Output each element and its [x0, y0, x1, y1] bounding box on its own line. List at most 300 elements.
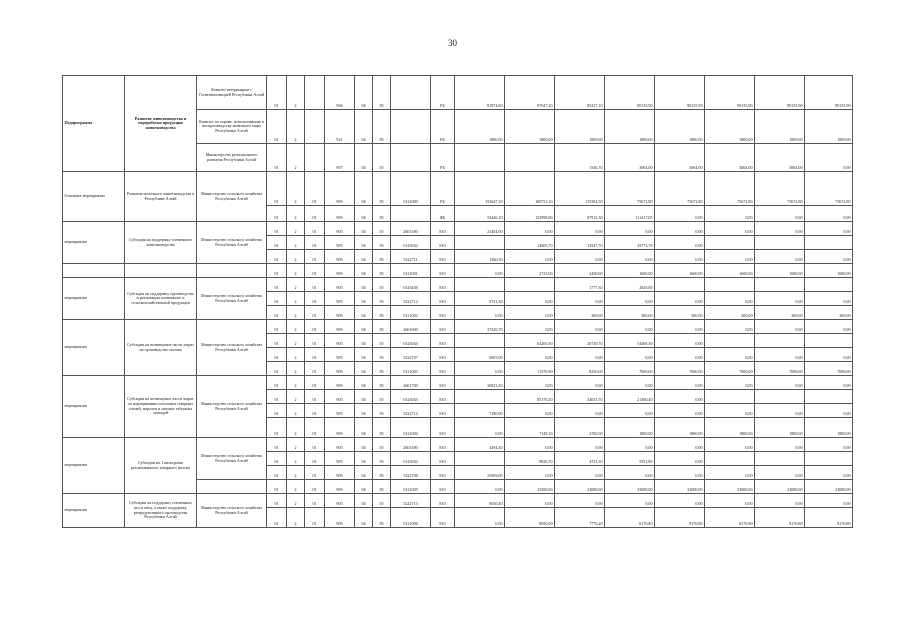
amount-cell: 1800,00 — [605, 110, 655, 144]
code-cell: 05 — [373, 144, 391, 172]
amount-cell — [705, 390, 755, 404]
amount-cell: 37226,70 — [455, 320, 505, 334]
amount-cell: 1800,00 — [505, 110, 555, 144]
amount-cell: 0,00 — [805, 438, 853, 452]
amount-cell: 0,00 — [705, 494, 755, 508]
amount-cell: 1800,00 — [705, 110, 755, 144]
amount-cell: 0,00 — [655, 236, 705, 250]
code-cell: 0121005 — [391, 480, 431, 494]
amount-cell — [805, 278, 853, 292]
code-cell: 05 — [373, 418, 391, 438]
amount-cell: 75672,80 — [755, 172, 805, 206]
amount-cell: 0,00 — [805, 404, 853, 418]
amount-cell: 2725,00 — [505, 264, 555, 278]
amount-cell: 90135,90 — [805, 76, 853, 110]
code-cell: 01 — [267, 362, 287, 376]
expense-type-cell: 810 — [431, 362, 455, 376]
code-cell: 05 — [373, 306, 391, 320]
code-cell: 04 — [355, 390, 373, 404]
expense-type-cell: 810 — [431, 494, 455, 508]
amount-cell: 0,00 — [705, 292, 755, 306]
amount-cell: 0,00 — [505, 320, 555, 334]
code-cell: 2 — [287, 362, 305, 376]
amount-cell: 33000,00 — [805, 480, 853, 494]
amount-cell: 0,00 — [755, 222, 805, 236]
code-cell: 01 — [305, 348, 325, 362]
amount-cell: 0,00 — [555, 320, 605, 334]
amount-cell: 87912,30 — [555, 206, 605, 222]
table-row — [63, 172, 853, 206]
code-cell: 01 — [267, 76, 287, 110]
amount-cell: 0,00 — [705, 348, 755, 362]
table-row — [63, 376, 853, 390]
amount-cell: 5551,80 — [605, 452, 655, 466]
row-type-cell: Подпрограмма — [63, 76, 125, 172]
amount-cell: 75672,80 — [705, 172, 755, 206]
amount-cell: 30923,30 — [455, 376, 505, 390]
row-type-cell: Основное мероприятие — [63, 172, 125, 222]
program-name-cell: Развитие животноводства и переработки продукции животноводства — [125, 76, 197, 172]
amount-cell: 33000,00 — [605, 480, 655, 494]
code-cell: 2 — [287, 390, 305, 404]
code-cell: 2 — [287, 172, 305, 206]
amount-cell: 1800,00 — [705, 418, 755, 438]
table-row — [63, 438, 853, 452]
amount-cell: 1600,00 — [755, 264, 805, 278]
code-cell: 04 — [355, 494, 373, 508]
code-cell: 2 — [287, 206, 305, 222]
code-cell: 05 — [373, 494, 391, 508]
code-cell: 05 — [373, 348, 391, 362]
code-cell: 2 — [287, 222, 305, 236]
code-cell: 01 — [305, 390, 325, 404]
code-cell: 01 — [267, 292, 287, 306]
code-cell: 04 — [355, 480, 373, 494]
code-cell: 05 — [373, 508, 391, 528]
code-cell: 2 — [287, 334, 305, 348]
amount-cell: 25500,00 — [505, 480, 555, 494]
amount-cell: 0,00 — [605, 376, 655, 390]
code-cell: 04 — [355, 334, 373, 348]
amount-cell: 85170,20 — [505, 390, 555, 404]
amount-cell: 75672,80 — [805, 172, 853, 206]
amount-cell: 25909,00 — [455, 466, 505, 480]
expense-type-cell: 810 — [431, 250, 455, 264]
amount-cell: 300,00 — [555, 306, 605, 320]
code-cell: 04 — [355, 376, 373, 390]
code-cell: 01 — [305, 236, 325, 250]
executor-cell: Министерство сельского хозяйства Республики Алтай — [197, 320, 267, 376]
code-cell: 905 — [325, 278, 355, 292]
code-cell: 2 — [287, 348, 305, 362]
code-cell: 01 — [267, 278, 287, 292]
code-cell: 905 — [325, 480, 355, 494]
code-cell: 0121004 — [391, 418, 431, 438]
amount-cell: 0,00 — [805, 222, 853, 236]
amount-cell: 9741,30 — [455, 292, 505, 306]
amount-cell: 20749,70 — [555, 334, 605, 348]
code-cell: 2 — [287, 404, 305, 418]
code-cell: 01 — [305, 264, 325, 278]
amount-cell: 8170,80 — [655, 508, 705, 528]
amount-cell: 8950,00 — [505, 508, 555, 528]
code-cell: 2 — [287, 376, 305, 390]
amount-cell: 1800,00 — [655, 418, 705, 438]
code-cell: 2 — [287, 320, 305, 334]
amount-cell: 0,00 — [455, 480, 505, 494]
amount-cell: 0,00 — [705, 222, 755, 236]
amount-cell: 53446,10 — [455, 206, 505, 222]
amount-cell: 3064,00 — [755, 144, 805, 172]
amount-cell — [755, 236, 805, 250]
amount-cell: 0,00 — [655, 438, 705, 452]
code-cell: 0125044 — [391, 334, 431, 348]
amount-cell: 1800,00 — [605, 418, 655, 438]
amount-cell: 8250,00 — [555, 362, 605, 376]
code-cell: 905 — [325, 508, 355, 528]
executor-cell: Комитет по охране, использованию и воспроизводству животного мира Республики Алтай — [197, 110, 267, 144]
code-cell: 04 — [355, 236, 373, 250]
code-cell: 04 — [355, 348, 373, 362]
amount-cell: 0,00 — [605, 250, 655, 264]
program-name-cell: Субсидии на 1 килограмм реализованного товарного молока — [125, 438, 197, 494]
code-cell: 05 — [373, 264, 391, 278]
amount-cell: 0,00 — [755, 376, 805, 390]
amount-cell: 29773,70 — [605, 236, 655, 250]
amount-cell: 0,00 — [605, 404, 655, 418]
code-cell: 01 — [267, 508, 287, 528]
amount-cell: 54466,30 — [605, 334, 655, 348]
expense-type-cell: РБ — [431, 76, 455, 110]
expense-type-cell: 810 — [431, 278, 455, 292]
amount-cell: 75672,80 — [605, 172, 655, 206]
amount-cell — [455, 144, 505, 172]
code-cell: 01 — [267, 206, 287, 222]
amount-cell — [705, 452, 755, 466]
amount-cell: 0,00 — [655, 250, 705, 264]
code-cell: 01 — [305, 466, 325, 480]
code-cell: 905 — [325, 222, 355, 236]
amount-cell: 125998,00 — [505, 206, 555, 222]
amount-cell: 0,00 — [605, 466, 655, 480]
code-cell: 905 — [325, 362, 355, 376]
expense-type-cell: РБ — [431, 110, 455, 144]
code-cell: 01 — [267, 466, 287, 480]
code-cell: 01 — [305, 292, 325, 306]
expense-type-cell: 810 — [431, 452, 455, 466]
amount-cell: 0,00 — [755, 206, 805, 222]
expense-type-cell: 810 — [431, 306, 455, 320]
code-cell: 0125042 — [391, 236, 431, 250]
executor-cell: Министерство сельского хозяйства Республики Алтай — [197, 376, 267, 438]
amount-cell: 0,00 — [655, 376, 705, 390]
code-cell: 905 — [325, 376, 355, 390]
row-type-cell — [63, 264, 125, 278]
code-cell: 01 — [305, 362, 325, 376]
amount-cell: 0,00 — [555, 438, 605, 452]
amount-cell — [705, 278, 755, 292]
code-cell: 01 — [267, 494, 287, 508]
amount-cell: 33000,00 — [555, 480, 605, 494]
code-cell: 05 — [373, 362, 391, 376]
code-cell: 905 — [325, 264, 355, 278]
code-cell — [305, 76, 325, 110]
amount-cell: 0,00 — [455, 418, 505, 438]
amount-cell: 0,00 — [605, 320, 655, 334]
amount-cell: 0,00 — [755, 438, 805, 452]
amount-cell: 7149,10 — [505, 418, 555, 438]
code-cell: 905 — [325, 438, 355, 452]
amount-cell: 1600,00 — [805, 264, 853, 278]
amount-cell: 21404,00 — [455, 222, 505, 236]
amount-cell: 2820,80 — [605, 278, 655, 292]
expense-type-cell: 810 — [431, 222, 455, 236]
table-row — [63, 222, 853, 236]
program-name-cell: Субсидии на возмещение части затрат на производство молока — [125, 320, 197, 376]
amount-cell — [805, 452, 853, 466]
amount-cell: 1800,00 — [455, 110, 505, 144]
amount-cell: 4731,30 — [555, 452, 605, 466]
code-cell: 01 — [267, 144, 287, 172]
amount-cell: 0,00 — [505, 222, 555, 236]
code-cell: 04 — [355, 172, 373, 206]
program-name-cell: Субсидия на поддержку племенного животноводства — [125, 222, 197, 264]
code-cell: 01 — [305, 418, 325, 438]
code-cell: 04 — [355, 292, 373, 306]
code-cell: 0121002 — [391, 306, 431, 320]
code-cell: 05 — [373, 466, 391, 480]
amount-cell: 1800,00 — [555, 110, 605, 144]
code-cell: 905 — [325, 334, 355, 348]
code-cell: 2601400 — [391, 438, 431, 452]
code-cell: 01 — [267, 390, 287, 404]
code-cell: 05 — [373, 222, 391, 236]
amount-cell: 3064,00 — [605, 144, 655, 172]
amount-cell: 6905,00 — [455, 348, 505, 362]
code-cell: 04 — [355, 278, 373, 292]
code-cell — [391, 206, 431, 222]
amount-cell: 0,00 — [805, 206, 853, 222]
amount-cell — [455, 390, 505, 404]
code-cell: 905 — [325, 466, 355, 480]
amount-cell: 4494,40 — [455, 438, 505, 452]
code-cell: 01 — [267, 418, 287, 438]
amount-cell: 1600,00 — [605, 264, 655, 278]
amount-cell — [755, 334, 805, 348]
amount-cell: 0,00 — [455, 306, 505, 320]
amount-cell: 90135,90 — [755, 76, 805, 110]
row-type-cell: мероприятие — [63, 438, 125, 494]
code-cell: 01 — [305, 480, 325, 494]
executor-cell: Министерство сельского хозяйства Республики Алтай — [197, 278, 267, 320]
code-cell: 907 — [325, 144, 355, 172]
code-cell: 01 — [305, 508, 325, 528]
amount-cell: 75672,80 — [655, 172, 705, 206]
amount-cell — [755, 390, 805, 404]
code-cell: 05 — [373, 438, 391, 452]
expense-type-cell: ФБ — [431, 206, 455, 222]
code-cell: 01 — [305, 278, 325, 292]
amount-cell: 0,00 — [505, 376, 555, 390]
amount-cell: 0,00 — [505, 466, 555, 480]
executor-cell — [197, 264, 267, 278]
amount-cell: 6170,80 — [605, 508, 655, 528]
budget-table — [62, 75, 853, 528]
expense-type-cell: 810 — [431, 404, 455, 418]
amount-cell: 0,00 — [505, 494, 555, 508]
amount-cell: 0,00 — [705, 206, 755, 222]
amount-cell: 34031,70 — [555, 390, 605, 404]
code-cell: 2 — [287, 452, 305, 466]
code-cell: 2 — [287, 278, 305, 292]
expense-type-cell: 810 — [431, 390, 455, 404]
code-cell: 2 — [287, 466, 305, 480]
amount-cell: 0,00 — [605, 494, 655, 508]
amount-cell: 0,00 — [705, 376, 755, 390]
expense-type-cell: 810 — [431, 320, 455, 334]
code-cell: 2 — [287, 480, 305, 494]
amount-cell: 0,00 — [555, 250, 605, 264]
amount-cell: 33000,00 — [755, 480, 805, 494]
amount-cell: 8836,70 — [505, 452, 555, 466]
code-cell: 2 — [287, 508, 305, 528]
amount-cell: 0,00 — [755, 466, 805, 480]
code-cell: 905 — [325, 320, 355, 334]
program-name-cell: Субсидия на поддержку производства и реализации племенного и сельскохозяйственной продукции — [125, 278, 197, 320]
amount-cell: 0,00 — [805, 144, 853, 172]
code-cell: 05 — [373, 480, 391, 494]
amount-cell: 7000,00 — [755, 362, 805, 376]
amount-cell: 0,00 — [805, 376, 853, 390]
code-cell: 04 — [355, 264, 373, 278]
code-cell: 04 — [355, 452, 373, 466]
amount-cell: 0,00 — [505, 438, 555, 452]
amount-cell: 300,00 — [705, 306, 755, 320]
amount-cell: 0,00 — [705, 250, 755, 264]
amount-cell — [805, 236, 853, 250]
code-cell: 04 — [355, 320, 373, 334]
expense-type-cell: 810 — [431, 418, 455, 438]
code-cell — [305, 110, 325, 144]
amount-cell: 0,00 — [455, 264, 505, 278]
code-cell: 01 — [267, 110, 287, 144]
expense-type-cell: РБ — [431, 144, 455, 172]
code-cell: 04 — [355, 466, 373, 480]
code-cell: 921 — [325, 110, 355, 144]
amount-cell: 0,00 — [805, 320, 853, 334]
code-cell: 905 — [325, 172, 355, 206]
table-row — [63, 278, 853, 292]
code-cell: 2 — [287, 494, 305, 508]
amount-cell: 21360,40 — [605, 390, 655, 404]
amount-cell: 11570,90 — [505, 362, 555, 376]
amount-cell: 100751,10 — [505, 172, 555, 206]
amount-cell: 7000,00 — [805, 362, 853, 376]
code-cell: 04 — [355, 250, 373, 264]
code-cell: 01 — [305, 452, 325, 466]
code-cell: 5222707 — [391, 348, 431, 362]
code-cell: 905 — [325, 418, 355, 438]
amount-cell: 3064,00 — [705, 144, 755, 172]
code-cell: 05 — [373, 206, 391, 222]
amount-cell — [705, 334, 755, 348]
code-cell: 2601600 — [391, 320, 431, 334]
amount-cell: 90135,90 — [655, 76, 705, 110]
code-cell: 01 — [267, 438, 287, 452]
code-cell: 905 — [325, 206, 355, 222]
code-cell: 01 — [267, 452, 287, 466]
amount-cell: 0,00 — [655, 206, 705, 222]
code-cell: 04 — [355, 404, 373, 418]
amount-cell: 1800,00 — [755, 110, 805, 144]
amount-cell: 0,00 — [455, 508, 505, 528]
table-row — [63, 494, 853, 508]
code-cell: 05 — [373, 390, 391, 404]
amount-cell: 0,00 — [655, 390, 705, 404]
amount-cell: 7776,20 — [555, 508, 605, 528]
amount-cell: 0,00 — [655, 494, 705, 508]
page-number: 30 — [448, 38, 457, 48]
amount-cell: 111417,05 — [605, 206, 655, 222]
expense-type-cell: 810 — [431, 508, 455, 528]
code-cell: 05 — [373, 320, 391, 334]
amount-cell: 3064,00 — [655, 144, 705, 172]
amount-cell: 0,00 — [505, 292, 555, 306]
code-cell: 905 — [325, 404, 355, 418]
code-cell: 05 — [373, 404, 391, 418]
code-cell: 01 — [305, 250, 325, 264]
amount-cell: 0,00 — [805, 466, 853, 480]
amount-cell: 0,00 — [555, 466, 605, 480]
code-cell: 2 — [287, 418, 305, 438]
code-cell: 04 — [355, 206, 373, 222]
amount-cell: 1360,30 — [455, 250, 505, 264]
amount-cell: 300,00 — [655, 306, 705, 320]
code-cell: 905 — [325, 306, 355, 320]
amount-cell: 85237,10 — [555, 76, 605, 110]
amount-cell: 13547,70 — [555, 236, 605, 250]
amount-cell: 0,00 — [655, 466, 705, 480]
amount-cell: 0,00 — [705, 404, 755, 418]
code-cell: 904 — [325, 76, 355, 110]
amount-cell: 0,00 — [455, 362, 505, 376]
amount-cell: 0,00 — [705, 466, 755, 480]
code-cell: 01 — [305, 404, 325, 418]
expense-type-cell: 810 — [431, 236, 455, 250]
amount-cell: 1800,00 — [655, 110, 705, 144]
code-cell: 05 — [373, 452, 391, 466]
amount-cell: 0,00 — [505, 404, 555, 418]
code-cell — [391, 144, 431, 172]
table-row — [63, 320, 853, 334]
amount-cell: 0,00 — [505, 250, 555, 264]
code-cell: 5222708 — [391, 466, 431, 480]
amount-cell: 0,00 — [655, 452, 705, 466]
program-name-cell: Субсидия на возмещение части затрат по наращиванию поголовья северных оленей, маралов и мясных табунных лошадей — [125, 376, 197, 438]
amount-cell: 0,00 — [505, 348, 555, 362]
code-cell: 04 — [355, 222, 373, 236]
amount-cell: 1800,00 — [805, 418, 853, 438]
amount-cell: 8170,80 — [755, 508, 805, 528]
code-cell: 0121001 — [391, 264, 431, 278]
code-cell: 01 — [267, 172, 287, 206]
row-type-cell: мероприятие — [63, 320, 125, 376]
amount-cell: 0,00 — [555, 348, 605, 362]
amount-cell: 0,00 — [755, 320, 805, 334]
code-cell: 01 — [267, 236, 287, 250]
code-cell: 0125436 — [391, 278, 431, 292]
code-cell: 905 — [325, 292, 355, 306]
